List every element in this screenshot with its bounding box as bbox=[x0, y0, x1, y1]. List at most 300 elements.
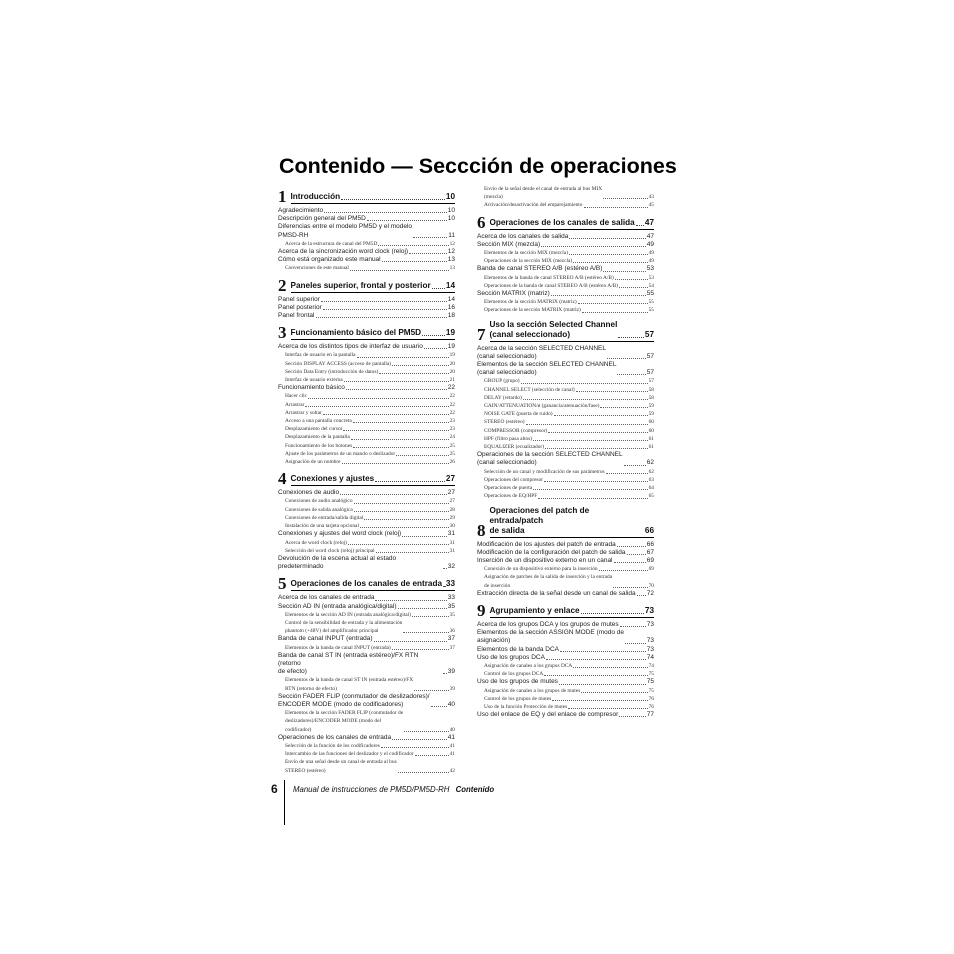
toc-entry[interactable] bbox=[477, 654, 654, 662]
entry-page-number: 41 bbox=[447, 733, 455, 741]
toc-entry[interactable] bbox=[477, 274, 654, 282]
entry-title: EQUALIZER (ecualizador) bbox=[484, 444, 545, 451]
dot-leader bbox=[552, 700, 647, 701]
entry-page-number: 73 bbox=[646, 620, 654, 628]
dot-leader bbox=[544, 675, 647, 676]
entry-title: GAIN/ATTENUATION/ø (ganancia/atenuación/fase) bbox=[484, 403, 600, 410]
dot-leader bbox=[618, 337, 644, 338]
section-page-number: 19 bbox=[445, 328, 455, 338]
entry-page-number: 24 bbox=[449, 434, 455, 441]
dot-leader bbox=[413, 237, 447, 238]
entry-title: Extracción directa de la señal desde un canal de salida bbox=[477, 589, 636, 597]
toc-entry[interactable] bbox=[477, 557, 654, 565]
entry-title: Intercambio de las funciones del deslizador y el codificador bbox=[285, 751, 414, 758]
entry-page-number: 35 bbox=[447, 602, 455, 610]
entry-title: Operaciones de EQ/HPF bbox=[484, 493, 538, 500]
toc-entry[interactable] bbox=[278, 458, 455, 466]
toc-entry[interactable] bbox=[477, 402, 654, 410]
entry-page-number: 40 bbox=[447, 700, 455, 708]
toc-section-heading[interactable] bbox=[278, 275, 455, 295]
section-title: Uso la sección Selected Channel (canal seleccionado) bbox=[489, 319, 618, 339]
entry-page-number: 67 bbox=[646, 548, 654, 556]
toc-entry[interactable] bbox=[278, 555, 455, 571]
toc-entry[interactable] bbox=[278, 240, 455, 248]
toc-entry[interactable] bbox=[477, 290, 654, 298]
toc-column-right bbox=[477, 185, 654, 719]
toc-entry[interactable] bbox=[278, 351, 455, 359]
dot-leader bbox=[364, 519, 448, 520]
dot-leader bbox=[568, 708, 647, 709]
toc-section-heading[interactable] bbox=[278, 323, 455, 343]
entry-page-number: 39 bbox=[447, 668, 455, 676]
section-title-row bbox=[291, 474, 456, 486]
dot-leader bbox=[382, 261, 447, 262]
entry-title: Elementos de la banda de canal INPUT (entrada) bbox=[285, 644, 391, 651]
entry-title: Selección de la función de los codificadores bbox=[285, 742, 380, 749]
entry-page-number: 32 bbox=[447, 563, 455, 571]
entry-title: Instalación de una tarjeta opcional bbox=[285, 523, 359, 530]
dot-leader bbox=[554, 415, 648, 416]
dot-leader bbox=[613, 587, 647, 588]
dot-leader bbox=[614, 562, 646, 563]
dot-leader bbox=[353, 447, 448, 448]
toc-entry[interactable] bbox=[477, 687, 654, 695]
toc-entry[interactable] bbox=[278, 312, 455, 320]
dot-leader bbox=[619, 287, 648, 288]
dot-leader bbox=[412, 616, 449, 617]
entry-page-number: 10 bbox=[447, 207, 455, 214]
dot-leader bbox=[545, 448, 648, 449]
toc-entry[interactable] bbox=[278, 603, 455, 611]
entry-title: Elementos de la sección FADER FLIP (conmutador de deslizadores)/ENCODER MODE (modo del codificador) bbox=[285, 710, 404, 733]
entry-page-number: 42 bbox=[449, 767, 455, 774]
entry-title: Envío de la señal desde el canal de entrada al bus MIX (mezcla) bbox=[484, 186, 603, 201]
entry-page-number: 13 bbox=[447, 256, 455, 264]
section-number: 4 bbox=[278, 469, 287, 489]
toc-entry[interactable] bbox=[477, 573, 654, 589]
toc-entry[interactable] bbox=[477, 468, 654, 476]
toc-entry[interactable] bbox=[477, 345, 654, 361]
entry-title: Operaciones del compresor bbox=[484, 476, 543, 483]
entry-title: Sección DISPLAY ACCESS (acceso de pantalla) bbox=[285, 360, 392, 367]
entry-title: Arrastrar bbox=[285, 401, 305, 408]
entry-title: Ajuste de los parámetros de un mando o deslizador bbox=[285, 450, 396, 457]
entry-title: Elementos de la sección MATRIX (matriz) bbox=[484, 299, 577, 306]
entry-title: Acerca de la sección SELECTED CHANNEL (canal seleccionado) bbox=[477, 344, 606, 360]
dot-leader bbox=[533, 440, 648, 441]
dot-leader bbox=[617, 374, 645, 375]
entry-page-number: 63 bbox=[648, 476, 654, 483]
entry-page-number: 14 bbox=[447, 295, 455, 303]
entry-page-number: 58 bbox=[648, 386, 654, 393]
entry-title: Funcionamiento de los botones bbox=[285, 442, 353, 449]
dot-leader bbox=[404, 731, 448, 732]
toc-entry[interactable] bbox=[477, 492, 654, 500]
entry-page-number: 30 bbox=[449, 523, 455, 530]
section-title-row bbox=[291, 192, 456, 204]
dot-leader bbox=[346, 389, 447, 390]
toc-entry[interactable] bbox=[477, 418, 654, 426]
entry-title: Sección FADER FLIP (conmutador de deslizadores)/ ENCODER MODE (modo de codificadores) bbox=[278, 692, 430, 708]
entry-page-number: 72 bbox=[646, 589, 654, 597]
dot-leader bbox=[600, 407, 647, 408]
toc-entry[interactable] bbox=[477, 306, 654, 314]
toc-entry[interactable] bbox=[477, 265, 654, 273]
entry-title: Funcionamiento básico bbox=[278, 384, 345, 392]
entry-page-number: 49 bbox=[648, 250, 654, 257]
toc-entry[interactable] bbox=[278, 215, 455, 223]
dot-leader bbox=[324, 212, 447, 213]
dot-leader bbox=[546, 659, 646, 660]
entry-title: HPF (filtro pasa altos) bbox=[484, 435, 533, 442]
toc-entry[interactable] bbox=[278, 758, 455, 774]
dot-leader bbox=[415, 755, 449, 756]
entry-title: Diferencias entre el modelo PM5D y el modelo PMSD-RH bbox=[278, 223, 413, 239]
toc-entry[interactable] bbox=[278, 368, 455, 376]
dot-leader bbox=[396, 455, 448, 456]
entry-page-number: 31 bbox=[449, 547, 455, 554]
toc-entry[interactable] bbox=[477, 241, 654, 249]
dot-leader bbox=[402, 536, 447, 537]
entry-page-number: 35 bbox=[449, 611, 455, 618]
toc-entry[interactable] bbox=[278, 539, 455, 547]
toc-entry[interactable] bbox=[477, 549, 654, 557]
section-page-number: 47 bbox=[644, 217, 654, 227]
toc-entry[interactable] bbox=[477, 410, 654, 418]
entry-title: Modificación de los ajustes del patch de entrada bbox=[477, 540, 616, 548]
toc-section-heading[interactable] bbox=[477, 600, 654, 620]
toc-entry[interactable] bbox=[278, 530, 455, 538]
toc-entry[interactable] bbox=[278, 343, 455, 351]
entry-page-number: 26 bbox=[449, 459, 455, 466]
dot-leader bbox=[374, 641, 447, 642]
toc-entry[interactable] bbox=[278, 392, 455, 400]
toc-entry[interactable] bbox=[278, 514, 455, 522]
dot-leader bbox=[375, 481, 445, 482]
section-page-number: 73 bbox=[644, 605, 654, 615]
entry-page-number: 75 bbox=[648, 687, 654, 694]
toc-entry[interactable] bbox=[477, 476, 654, 484]
toc-entry[interactable] bbox=[278, 693, 455, 709]
dot-leader bbox=[381, 747, 449, 748]
dot-leader bbox=[627, 554, 646, 555]
entry-title: Operaciones de la sección MIX (mezcla) bbox=[484, 258, 573, 265]
entry-page-number: 20 bbox=[449, 360, 455, 367]
toc-entry[interactable] bbox=[278, 207, 455, 215]
toc-entry[interactable] bbox=[278, 742, 455, 750]
toc-entry[interactable] bbox=[477, 443, 654, 451]
entry-title: Acerca de los canales de salida bbox=[477, 232, 569, 240]
entry-page-number: 31 bbox=[449, 539, 455, 546]
dot-leader bbox=[378, 245, 448, 246]
entry-title: Hacer clic bbox=[285, 393, 307, 400]
toc-entry[interactable] bbox=[278, 433, 455, 441]
entry-title: Operaciones de la banda de canal STEREO A/B (estéreo A/B) bbox=[484, 282, 618, 289]
entry-title: Activación/desactivación del emparejamiento bbox=[484, 202, 583, 209]
dot-leader bbox=[353, 422, 449, 423]
entry-page-number: 31 bbox=[447, 530, 455, 538]
section-title: Operaciones de los canales de entrada bbox=[290, 579, 443, 589]
entry-title: Sección AD IN (entrada analógica/digital) bbox=[278, 602, 397, 610]
toc-entry[interactable] bbox=[278, 489, 455, 497]
toc-entry[interactable] bbox=[278, 676, 455, 692]
dot-leader bbox=[559, 684, 646, 685]
entry-title: Conexiones de entrada/salida digital bbox=[285, 514, 364, 521]
entry-page-number: 39 bbox=[449, 685, 455, 692]
toc-entry[interactable] bbox=[477, 377, 654, 385]
toc-entry[interactable] bbox=[278, 384, 455, 392]
entry-title: Control de la sensibilidad de entrada y la alimentación phantom (+48V) del amplificador principal bbox=[285, 619, 403, 635]
toc-entry[interactable] bbox=[278, 376, 455, 384]
entry-page-number: 37 bbox=[447, 635, 455, 643]
toc-entry[interactable] bbox=[477, 670, 654, 678]
entry-title: CHANNEL SELECT (selección de canal) bbox=[484, 386, 575, 393]
toc-entry[interactable] bbox=[477, 386, 654, 394]
toc-entry[interactable] bbox=[278, 223, 455, 239]
dot-leader bbox=[431, 706, 447, 707]
toc-entry[interactable] bbox=[278, 709, 455, 734]
toc-entry[interactable] bbox=[477, 541, 654, 549]
entry-title: Acerca de la sincronización word clock (reloj) bbox=[278, 248, 409, 256]
entry-page-number: 41 bbox=[449, 751, 455, 758]
entry-title: Operaciones de la sección SELECTED CHANNEL (canal seleccionado) bbox=[477, 451, 623, 467]
dot-leader bbox=[541, 246, 646, 247]
toc-entry[interactable] bbox=[278, 264, 455, 272]
entry-page-number: 19 bbox=[449, 352, 455, 359]
toc-entry[interactable] bbox=[278, 619, 455, 635]
dot-leader bbox=[379, 373, 448, 374]
toc-section-heading[interactable] bbox=[477, 506, 654, 538]
entry-page-number: 59 bbox=[648, 411, 654, 418]
entry-page-number: 61 bbox=[648, 444, 654, 451]
section-number: 7 bbox=[477, 324, 486, 344]
section-title-row bbox=[291, 328, 456, 340]
dot-leader bbox=[569, 238, 645, 239]
dot-leader bbox=[538, 498, 647, 499]
toc-section-heading[interactable] bbox=[278, 189, 455, 204]
entry-page-number: 16 bbox=[447, 303, 455, 311]
dot-leader bbox=[578, 303, 648, 304]
toc-entry[interactable] bbox=[278, 611, 455, 619]
entry-title: Panel posterior bbox=[278, 303, 322, 311]
toc-entry[interactable] bbox=[477, 298, 654, 306]
toc-entry[interactable] bbox=[278, 594, 455, 602]
page-number: 6 bbox=[271, 782, 278, 796]
toc-entry[interactable] bbox=[278, 522, 455, 530]
entry-title: Operaciones de la sección MATRIX (matriz) bbox=[484, 307, 581, 314]
entry-title: Acerca de los canales de entrada bbox=[278, 594, 375, 602]
toc-entry[interactable] bbox=[477, 233, 654, 241]
dot-leader bbox=[636, 225, 644, 226]
toc-entry[interactable] bbox=[278, 635, 455, 643]
toc-entry[interactable] bbox=[477, 201, 654, 209]
entry-title: Modificación de la configuración del patch de salida bbox=[477, 548, 626, 556]
section-title-row bbox=[490, 218, 655, 230]
toc-entry[interactable] bbox=[477, 695, 654, 703]
dot-leader bbox=[344, 381, 449, 382]
dot-leader bbox=[526, 424, 648, 425]
toc-entry[interactable] bbox=[278, 644, 455, 652]
entry-page-number: 28 bbox=[449, 506, 455, 513]
footer-manual-title: Manual de instrucciones de PM5D/PM5D-RH bbox=[293, 785, 450, 794]
entry-title: Agradecimiento bbox=[278, 207, 324, 214]
toc-entry[interactable] bbox=[278, 248, 455, 256]
toc-entry[interactable] bbox=[278, 401, 455, 409]
toc-entry[interactable] bbox=[477, 629, 654, 645]
section-title-row bbox=[490, 320, 655, 342]
footer-section-name: Contenido bbox=[455, 785, 495, 794]
toc-entry[interactable] bbox=[278, 417, 455, 425]
dot-leader bbox=[305, 406, 448, 407]
entry-page-number: 12 bbox=[449, 240, 455, 247]
entry-page-number: 70 bbox=[648, 582, 654, 589]
toc-entry[interactable] bbox=[278, 360, 455, 368]
toc-entry[interactable] bbox=[477, 427, 654, 435]
entry-title: Asignación de un nombre bbox=[285, 459, 341, 466]
toc-entry[interactable] bbox=[477, 565, 654, 573]
section-title: Conexiones y ajustes bbox=[290, 474, 375, 484]
toc-entry[interactable] bbox=[477, 394, 654, 402]
section-number: 1 bbox=[278, 187, 287, 206]
entry-title: Asignación de canales a los grupos de mutes bbox=[484, 687, 581, 694]
toc-entry[interactable] bbox=[477, 282, 654, 290]
entry-page-number: 45 bbox=[648, 202, 654, 209]
section-title: Operaciones de los canales de salida bbox=[489, 217, 635, 227]
toc-entry[interactable] bbox=[278, 750, 455, 758]
entry-title: Acerca de la estructura de canal del PM5D bbox=[285, 240, 378, 247]
toc-entry[interactable] bbox=[278, 425, 455, 433]
toc-entry[interactable] bbox=[477, 621, 654, 629]
entry-title: Sección MATRIX (matriz) bbox=[477, 290, 550, 298]
entry-page-number: 73 bbox=[646, 645, 654, 653]
entry-title: Interfaz de usuario externa bbox=[285, 377, 343, 384]
dot-leader bbox=[323, 414, 449, 415]
entry-page-number: 25 bbox=[449, 450, 455, 457]
toc-entry[interactable] bbox=[477, 249, 654, 257]
page-title: Contenido — Seccción de operaciones bbox=[279, 154, 677, 178]
entry-title: Descripción general del PM5D bbox=[278, 215, 366, 223]
entry-title: Uso de los grupos de mutes bbox=[477, 678, 558, 686]
dot-leader bbox=[414, 690, 448, 691]
dot-leader bbox=[316, 317, 447, 318]
toc-entry[interactable] bbox=[278, 304, 455, 312]
dot-leader bbox=[617, 546, 646, 547]
entry-title: Cómo está organizado este manual bbox=[278, 256, 381, 264]
toc-entry[interactable] bbox=[278, 652, 455, 677]
entry-page-number: 60 bbox=[648, 427, 654, 434]
toc-entry[interactable] bbox=[278, 506, 455, 514]
section-page-number: 66 bbox=[644, 525, 654, 535]
toc-entry[interactable] bbox=[477, 590, 654, 598]
dot-leader bbox=[625, 643, 646, 644]
entry-page-number: 27 bbox=[449, 498, 455, 505]
toc-entry[interactable] bbox=[278, 409, 455, 417]
entry-title: Elementos de la sección MIX (mezcla) bbox=[484, 250, 568, 257]
toc-entry[interactable] bbox=[278, 547, 455, 555]
entry-page-number: 59 bbox=[648, 403, 654, 410]
dot-leader bbox=[599, 570, 648, 571]
entry-page-number: 69 bbox=[648, 566, 654, 573]
toc-entry[interactable] bbox=[278, 296, 455, 304]
dot-leader bbox=[603, 198, 648, 199]
entry-title: Arrastrar y soltar bbox=[285, 409, 322, 416]
toc-entry[interactable] bbox=[477, 451, 654, 467]
toc-entry[interactable] bbox=[477, 662, 654, 670]
toc-entry[interactable] bbox=[477, 711, 654, 719]
entry-title: Operaciones de los canales de entrada bbox=[278, 733, 392, 741]
dot-leader bbox=[376, 552, 449, 553]
dot-leader bbox=[354, 511, 449, 512]
entry-page-number: 74 bbox=[648, 662, 654, 669]
entry-title: DELAY (retardo) bbox=[484, 394, 522, 401]
dot-leader bbox=[533, 489, 647, 490]
entry-title: Banda de canal ST IN (entrada estéreo)/FX RTN (retorno de efecto) bbox=[278, 651, 419, 676]
dot-leader bbox=[624, 465, 646, 466]
dot-leader bbox=[544, 481, 648, 482]
entry-page-number: 77 bbox=[646, 711, 654, 719]
section-title: Introducción bbox=[290, 192, 341, 201]
dot-leader bbox=[560, 651, 646, 652]
dot-leader bbox=[367, 220, 447, 221]
dot-leader bbox=[581, 613, 644, 614]
toc-entry[interactable] bbox=[477, 185, 654, 201]
entry-title: Conexiones de audio bbox=[278, 489, 340, 497]
toc-entry[interactable] bbox=[477, 678, 654, 686]
entry-title: Inserción de un dispositivo externo en un canal bbox=[477, 556, 613, 564]
toc-entry[interactable] bbox=[477, 361, 654, 377]
entry-page-number: 21 bbox=[449, 377, 455, 384]
toc-section-heading[interactable] bbox=[477, 212, 654, 232]
entry-title: Asignación de patches de la salida de inserción y la entrada de inserción bbox=[484, 574, 613, 589]
entry-title: Acerca de los distintos tipos de interfaz de usuario bbox=[278, 343, 423, 351]
section-title-row bbox=[490, 606, 655, 618]
dot-leader bbox=[606, 473, 648, 474]
dot-leader bbox=[584, 207, 648, 208]
dot-leader bbox=[569, 254, 648, 255]
entry-page-number: 12 bbox=[447, 248, 455, 256]
toc-entry[interactable] bbox=[477, 703, 654, 711]
entry-title: NOISE GATE (puerta de ruido) bbox=[484, 411, 553, 418]
toc-entry[interactable] bbox=[477, 484, 654, 492]
toc-section-heading[interactable] bbox=[278, 574, 455, 594]
entry-title: Elementos de la sección AD IN (entrada analógica/digital) bbox=[285, 611, 411, 618]
toc-entry[interactable] bbox=[278, 734, 455, 742]
toc-entry[interactable] bbox=[477, 257, 654, 265]
entry-page-number: 73 bbox=[646, 637, 654, 645]
dot-leader bbox=[443, 586, 445, 587]
toc-entry[interactable] bbox=[278, 450, 455, 458]
toc-entry[interactable] bbox=[477, 435, 654, 443]
toc-entry[interactable] bbox=[278, 256, 455, 264]
entry-title: Convenciones de este manual bbox=[285, 265, 349, 272]
section-number: 6 bbox=[477, 212, 486, 232]
dot-leader bbox=[443, 673, 447, 674]
entry-title: Elementos de la banda de canal STEREO A/B (estéreo A/B) bbox=[484, 274, 614, 281]
toc-section-heading[interactable] bbox=[278, 469, 455, 489]
entry-title: Elementos de la sección ASSIGN MODE (modo de asignación) bbox=[477, 629, 625, 645]
entry-page-number: 25 bbox=[449, 442, 455, 449]
toc-entry[interactable] bbox=[278, 497, 455, 505]
dot-leader bbox=[308, 398, 449, 399]
toc-entry[interactable] bbox=[278, 442, 455, 450]
dot-leader bbox=[521, 383, 648, 384]
dot-leader bbox=[422, 335, 445, 336]
entry-page-number: 36 bbox=[449, 628, 455, 635]
toc-entry[interactable] bbox=[477, 646, 654, 654]
section-title: Funcionamiento básico del PM5D bbox=[290, 328, 422, 338]
toc-section-heading[interactable] bbox=[477, 320, 654, 342]
section-title-row bbox=[490, 506, 655, 538]
